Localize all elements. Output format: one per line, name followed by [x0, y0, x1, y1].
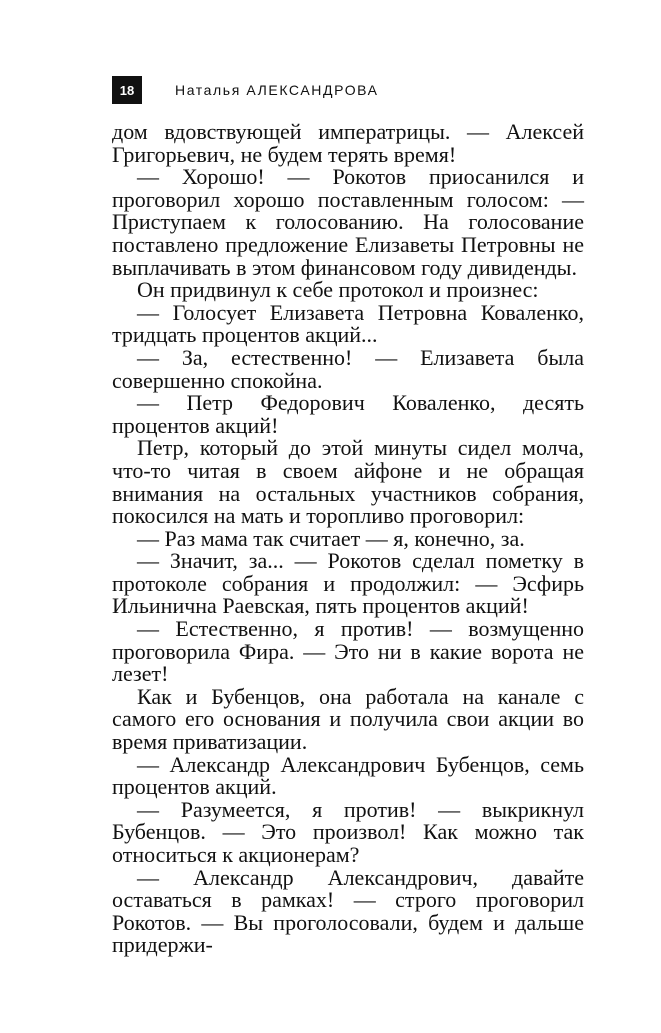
paragraph: — Естественно, я против! — возмущенно проговорила Фира. — Это ни в какие ворота не лезет! — [112, 616, 584, 687]
paragraph: — Голосует Елизавета Петровна Коваленко, тридцать процентов акций... — [112, 299, 584, 348]
page-number: 18 — [112, 76, 142, 104]
running-head: Наталья АЛЕКСАНДРОВА — [175, 82, 379, 98]
paragraph: Он придвинул к себе протокол и произнес: — [137, 277, 539, 303]
body-text — [112, 121, 584, 957]
paragraph: — Разумеется, я против! — выкрикнул Бубенцов. — Это произвол! Как можно так относиться к акционерам? — [112, 796, 584, 867]
paragraph: дом вдовствующей императрицы. — Алексей Григорьевич, не будем терять время! — [112, 119, 584, 167]
paragraph: — За, естественно! — Елизавета была совершенно спокойна. — [112, 344, 584, 393]
paragraph: — Петр Федорович Коваленко, десять процентов акций! — [112, 390, 584, 438]
page-header — [112, 76, 379, 104]
paragraph: Как и Бубенцов, она работала на канале с самого его основания и получила свои акции во время приватизации. — [112, 683, 584, 755]
paragraph: — Хорошо! — Рокотов приосанился и проговорил хорошо поставленным голосом: — Приступаем к голосованию. На голосование поставлено предложение Елизаветы Петровны не выплачивать в этом финансовом году дивиденды. — [112, 164, 584, 280]
paragraph: — Александр Александрович, давайте оставаться в рамках! — строго проговорил Рокотов. — Вы проголосовали, будем и дальше придержи- — [112, 864, 584, 958]
paragraph: — Раз мама так считает — я, конечно, за. — [137, 525, 525, 551]
paragraph: — Александр Александрович Бубенцов, семь процентов акций. — [112, 751, 584, 800]
paragraph: Петр, который до этой минуты сидел молча, что-то читая в своем айфоне и не обращая внимания на остальных участников собрания, покосился на мать и торопливо проговорил: — [112, 435, 584, 529]
paragraph: — Значит, за... — Рокотов сделал пометку в протоколе собрания и продолжил: — Эсфирь Ильинична Раевская, пять процентов акций! — [112, 548, 584, 619]
